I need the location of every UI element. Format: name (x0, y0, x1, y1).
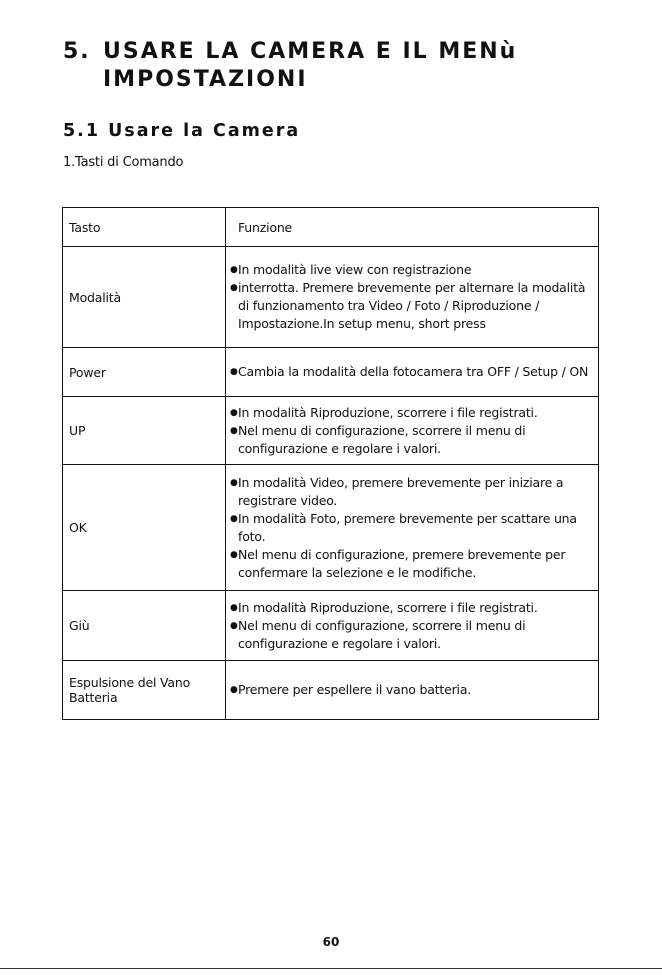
bullet-item: ● In modalità Foto, premere brevemente per scattare una foto. (230, 510, 577, 544)
chapter-title (63, 38, 643, 94)
bullet-item: ● In modalità live view con registrazione (230, 262, 472, 277)
table-row (63, 348, 599, 397)
chapter-title-line2: IMPOSTAZIONI (103, 67, 308, 92)
bullet-icon: ● (230, 477, 238, 488)
row-function (226, 591, 599, 661)
bullet-icon: ● (230, 685, 238, 695)
bullet-icon: ● (230, 549, 238, 560)
row-function (226, 247, 599, 348)
bullet-item: ● In modalità Video, premere brevemente per iniziare a registrare video. (230, 474, 564, 508)
table-row (63, 397, 599, 465)
bullet-icon: ● (230, 602, 238, 613)
bullet-icon: ● (230, 367, 238, 377)
bullet-item: ● Nel menu di configurazione, premere brevemente per confermare la selezione e le modifiche. (230, 546, 566, 580)
bullet-item: ● Nel menu di configurazione, scorrere il menu di configurazione e regolare i valori. (230, 617, 526, 651)
bullet-icon: ● (230, 407, 238, 418)
bullet-icon: ● (230, 265, 238, 275)
page-number: 60 (322, 935, 340, 949)
bullet-item: ● Cambia la modalità della fotocamera tra OFF / Setup / ON (230, 364, 589, 379)
row-key: Modalità (63, 247, 226, 348)
table-row (63, 661, 599, 720)
row-key: Giù (63, 591, 226, 661)
chapter-number: 5. (63, 39, 91, 64)
bullet-icon: ● (230, 620, 238, 631)
subheading: 1.Tasti di Comando (63, 155, 184, 170)
bullet-icon: ● (230, 425, 238, 436)
row-key: UP (63, 397, 226, 465)
bullet-item: ● Premere per espellere il vano batteria. (230, 682, 472, 697)
row-function (226, 348, 599, 397)
bullet-item: ● Nel menu di configurazione, scorrere il menu di configurazione e regolare i valori. (230, 422, 526, 456)
bullet-item: ● In modalità Riproduzione, scorrere i file registrati. (230, 599, 538, 615)
bullet-icon: ● (230, 513, 238, 524)
bullet-item: ● interrotta. Premere brevemente per alternare la modalità di funzionamento tra Video / Foto / Riproduzione / Impostazione.In setup menu, short press (230, 280, 586, 331)
row-function (226, 661, 599, 720)
bullet-icon: ● (230, 283, 238, 293)
bullet-item: ● In modalità Riproduzione, scorrere i file registrati. (230, 404, 538, 420)
footer-rule (0, 968, 662, 969)
table-row (63, 465, 599, 591)
table-header-row (63, 208, 599, 247)
row-key: Power (63, 348, 226, 397)
chapter-title-line1: USARE LA CAMERA E IL MENù (103, 39, 518, 64)
row-function (226, 397, 599, 465)
header-function: Funzione (226, 208, 599, 247)
command-keys-table (62, 207, 599, 720)
header-key: Tasto (63, 208, 226, 247)
table-row (63, 591, 599, 661)
table-row (63, 247, 599, 348)
row-key: Espulsione del Vano Batteria (63, 661, 226, 720)
row-key: OK (63, 465, 226, 591)
row-function (226, 465, 599, 591)
section-title: 5.1 Usare la Camera (63, 121, 301, 141)
